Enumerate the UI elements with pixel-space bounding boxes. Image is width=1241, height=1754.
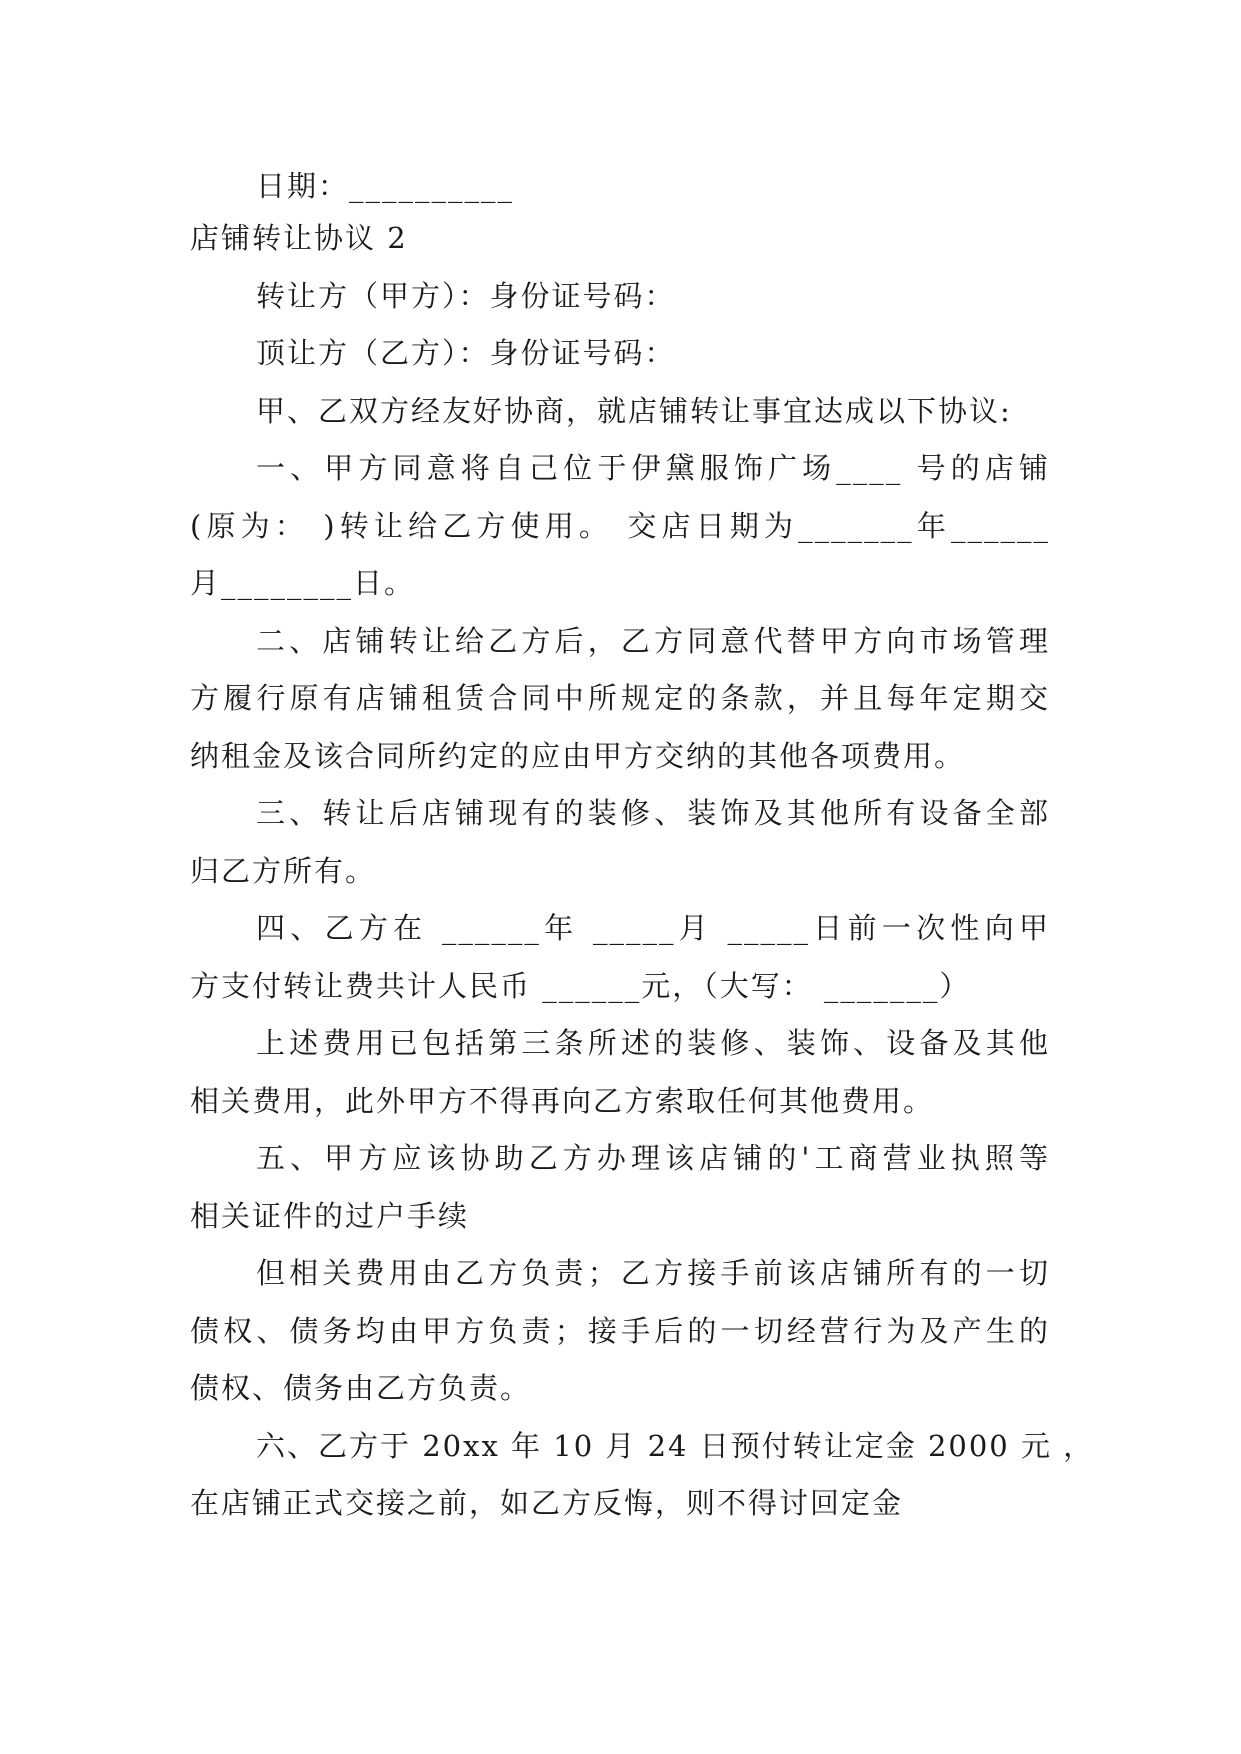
clause-2-line-3: 纳租金及该合同所约定的应由甲方交纳的其他各项费用。 (190, 739, 966, 773)
date-line: 日期：__________ (256, 169, 515, 203)
clause-6-line-2: 在店铺正式交接之前，如乙方反悔，则不得讨回定金 (190, 1486, 904, 1520)
party-a-line: 转让方（甲方）：身份证号码： (256, 279, 676, 313)
clause-1-line-3: 月________日。 (190, 566, 416, 600)
clause-5-line-5: 债权、债务由乙方负责。 (190, 1371, 532, 1405)
clause-5-line-2: 相关证件的过户手续 (190, 1199, 470, 1233)
clause-1-line-1: 一、甲方同意将自己位于伊黛服饰广场____ 号的店铺 (256, 451, 1050, 485)
clause-3-line-1: 三、转让后店铺现有的装修、装饰及其他所有设备全部 (256, 796, 1050, 830)
clause-5-line-4: 债权、债务均由甲方负责；接手后的一切经营行为及产生的 (190, 1314, 1050, 1348)
clause-4-line-3: 上述费用已包括第三条所述的装修、装饰、设备及其他 (256, 1026, 1050, 1060)
clause-4-line-2: 方支付转让费共计人民币 ______元，（大写： _______） (190, 969, 971, 1003)
clause-4-line-1: 四、乙方在 ______年 _____月 _____日前一次性向甲 (256, 911, 1050, 945)
clause-2-line-1: 二、店铺转让给乙方后，乙方同意代替甲方向市场管理 (256, 624, 1050, 658)
clause-3-line-2: 归乙方所有。 (190, 854, 377, 888)
clause-5-line-1: 五、甲方应该协助乙方办理该店铺的'工商营业执照等 (256, 1141, 1050, 1175)
clause-2-line-2: 方履行原有店铺租赁合同中所规定的条款，并且每年定期交 (190, 681, 1050, 715)
party-b-line: 顶让方（乙方）：身份证号码： (256, 336, 676, 370)
clause-1-line-2: (原为： )转让给乙方使用。 交店日期为_______年______ (190, 509, 1050, 543)
clause-5-line-3: 但相关费用由乙方负责；乙方接手前该店铺所有的一切 (256, 1256, 1050, 1290)
clause-4-line-4: 相关费用，此外甲方不得再向乙方索取任何其他费用。 (190, 1084, 935, 1118)
intro-line: 甲、乙双方经友好协商，就店铺转让事宜达成以下协议: (256, 394, 1012, 428)
agreement-title: 店铺转让协议 2 (190, 221, 408, 255)
clause-6-line-1: 六、乙方于 20xx 年 10 月 24 日预付转让定金 2000 元 ， (256, 1429, 1095, 1463)
